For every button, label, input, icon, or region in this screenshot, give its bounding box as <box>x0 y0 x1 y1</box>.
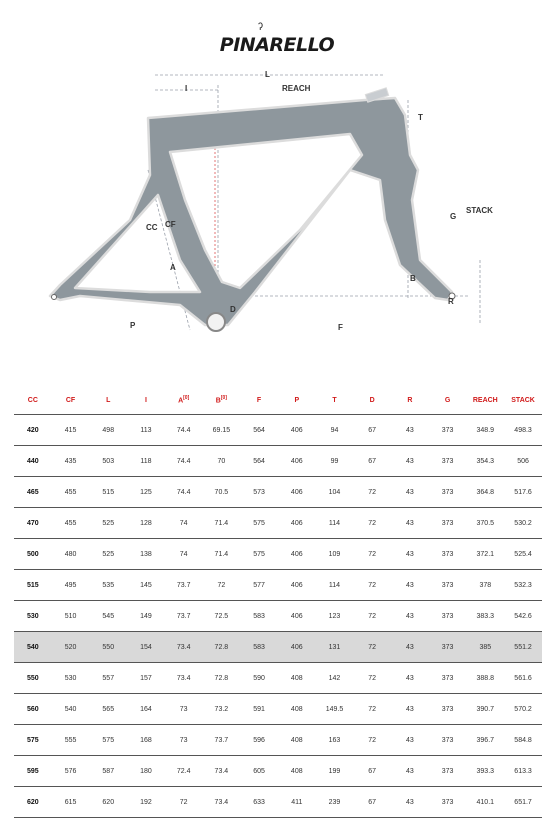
col-header-cf: CF <box>65 396 76 404</box>
table-cell-stack: 561.6 <box>504 663 542 694</box>
table-cell-f: 583 <box>240 601 278 632</box>
label-a: A <box>170 263 176 272</box>
table-cell-i: 164 <box>127 694 165 725</box>
table-cell-a: 73 <box>165 725 203 756</box>
table-cell-t: 94 <box>316 415 354 446</box>
table-cell-d: 72 <box>353 601 391 632</box>
label-r: R <box>448 297 454 306</box>
col-header-d: D <box>369 396 375 404</box>
table-cell-d: 72 <box>353 570 391 601</box>
table-cell-reach: 378 <box>466 570 504 601</box>
table-cell-cf: 480 <box>52 539 90 570</box>
table-cell-l: 525 <box>89 508 127 539</box>
col-header-stack: STACK <box>511 396 535 404</box>
table-cell-p: 406 <box>278 539 316 570</box>
table-cell-b: 72 <box>203 570 241 601</box>
table-cell-l: 525 <box>89 539 127 570</box>
bottom-bracket <box>207 313 225 331</box>
table-cell-p: 406 <box>278 415 316 446</box>
table-cell-i: 157 <box>127 663 165 694</box>
table-cell-cc: 620 <box>14 787 52 818</box>
table-cell-stack: 613.3 <box>504 756 542 787</box>
table-cell-t: 99 <box>316 446 354 477</box>
table-cell-a: 73.4 <box>165 663 203 694</box>
table-cell-l: 498 <box>89 415 127 446</box>
table-cell-a: 74.4 <box>165 415 203 446</box>
table-cell-l: 503 <box>89 446 127 477</box>
table-cell-a: 72.4 <box>165 756 203 787</box>
label-d: D <box>230 305 236 314</box>
table-cell-i: 118 <box>127 446 165 477</box>
table-cell-d: 72 <box>353 539 391 570</box>
table-cell-r: 43 <box>391 787 429 818</box>
table-cell-d: 72 <box>353 477 391 508</box>
col-header-reach: REACH <box>472 396 498 404</box>
table-cell-reach: 370.5 <box>466 508 504 539</box>
table-cell-p: 406 <box>278 508 316 539</box>
table-cell-g: 373 <box>429 601 467 632</box>
table-cell-f: 573 <box>240 477 278 508</box>
col-header-cc: CC <box>27 396 38 404</box>
rear-dropout <box>52 295 57 300</box>
table-cell-d: 72 <box>353 508 391 539</box>
table-cell-r: 43 <box>391 663 429 694</box>
table-cell-a: 73.7 <box>165 570 203 601</box>
table-cell-cc: 440 <box>14 446 52 477</box>
label-i: I <box>185 84 188 93</box>
table-cell-b: 73.4 <box>203 787 241 818</box>
frame-geometry-diagram <box>0 60 554 350</box>
table-cell-i: 154 <box>127 632 165 663</box>
table-cell-a: 73 <box>165 694 203 725</box>
table-cell-t: 142 <box>316 663 354 694</box>
table-cell-r: 43 <box>391 446 429 477</box>
table-cell-r: 43 <box>391 570 429 601</box>
table-cell-p: 408 <box>278 694 316 725</box>
table-cell-cc: 530 <box>14 601 52 632</box>
table-cell-r: 43 <box>391 477 429 508</box>
col-header-g: G <box>444 396 451 404</box>
col-header-a-label: A <box>178 397 184 405</box>
table-cell-r: 43 <box>391 632 429 663</box>
table-cell-i: 180 <box>127 756 165 787</box>
table-cell-g: 373 <box>429 508 467 539</box>
table-cell-d: 67 <box>353 787 391 818</box>
table-cell-stack: 542.6 <box>504 601 542 632</box>
table-cell-stack: 570.2 <box>504 694 542 725</box>
table-row <box>14 694 542 725</box>
table-cell-t: 163 <box>316 725 354 756</box>
table-cell-reach: 390.7 <box>466 694 504 725</box>
table-cell-b: 72.5 <box>203 601 241 632</box>
table-cell-reach: 385 <box>466 632 504 663</box>
table-cell-d: 72 <box>353 694 391 725</box>
table-cell-cc: 550 <box>14 663 52 694</box>
table-cell-f: 591 <box>240 694 278 725</box>
table-cell-stack: 498.3 <box>504 415 542 446</box>
table-cell-r: 43 <box>391 725 429 756</box>
table-cell-f: 633 <box>240 787 278 818</box>
table-cell-f: 564 <box>240 446 278 477</box>
table-cell-d: 72 <box>353 632 391 663</box>
col-header-l: L <box>106 396 111 404</box>
table-cell-g: 373 <box>429 787 467 818</box>
table-cell-r: 43 <box>391 694 429 725</box>
table-cell-f: 564 <box>240 415 278 446</box>
table-cell-i: 145 <box>127 570 165 601</box>
col-header-i: I <box>144 396 147 404</box>
table-cell-b: 73.2 <box>203 694 241 725</box>
table-cell-b: 70.5 <box>203 477 241 508</box>
label-b: B <box>410 274 416 283</box>
table-cell-r: 43 <box>391 756 429 787</box>
table-cell-a: 72 <box>165 787 203 818</box>
table-cell-cc: 470 <box>14 508 52 539</box>
table-cell-g: 373 <box>429 663 467 694</box>
table-cell-cf: 510 <box>52 601 90 632</box>
table-cell-l: 575 <box>89 725 127 756</box>
table-cell-cc: 575 <box>14 725 52 756</box>
table-cell-d: 72 <box>353 725 391 756</box>
table-cell-b: 70 <box>203 446 241 477</box>
table-cell-stack: 506 <box>504 446 542 477</box>
table-cell-reach: 354.3 <box>466 446 504 477</box>
table-cell-reach: 388.8 <box>466 663 504 694</box>
table-row <box>14 632 542 663</box>
table-cell-g: 373 <box>429 632 467 663</box>
table-cell-cc: 500 <box>14 539 52 570</box>
table-cell-r: 43 <box>391 508 429 539</box>
table-cell-l: 565 <box>89 694 127 725</box>
table-cell-b: 69.15 <box>203 415 241 446</box>
label-cc: CC <box>146 223 158 232</box>
table-cell-b: 73.7 <box>203 725 241 756</box>
table-cell-cf: 415 <box>52 415 90 446</box>
table-cell-a: 74.4 <box>165 477 203 508</box>
col-header-p: P <box>294 396 300 404</box>
table-cell-l: 587 <box>89 756 127 787</box>
table-cell-p: 408 <box>278 756 316 787</box>
label-f: F <box>338 323 343 332</box>
table-cell-cf: 540 <box>52 694 90 725</box>
table-cell-f: 605 <box>240 756 278 787</box>
table-cell-stack: 551.2 <box>504 632 542 663</box>
table-cell-t: 149.5 <box>316 694 354 725</box>
label-l: L <box>265 70 270 79</box>
table-cell-a: 74.4 <box>165 446 203 477</box>
col-header-f: F <box>256 396 262 404</box>
table-cell-a: 74 <box>165 539 203 570</box>
col-header-t: T <box>332 396 337 404</box>
table-cell-cf: 576 <box>52 756 90 787</box>
table-cell-p: 406 <box>278 570 316 601</box>
table-cell-cf: 530 <box>52 663 90 694</box>
table-cell-reach: 410.1 <box>466 787 504 818</box>
table-cell-p: 411 <box>278 787 316 818</box>
label-stack: STACK <box>466 206 493 215</box>
brand-logo: PINARELLO <box>219 34 335 56</box>
table-row <box>14 663 542 694</box>
table-cell-f: 583 <box>240 632 278 663</box>
table-cell-t: 239 <box>316 787 354 818</box>
table-cell-p: 406 <box>278 446 316 477</box>
table-cell-stack: 517.6 <box>504 477 542 508</box>
col-header-b <box>203 386 241 415</box>
bike-frame <box>50 98 452 325</box>
table-cell-t: 109 <box>316 539 354 570</box>
table-cell-cc: 540 <box>14 632 52 663</box>
table-cell-t: 199 <box>316 756 354 787</box>
table-cell-f: 590 <box>240 663 278 694</box>
table-cell-cf: 555 <box>52 725 90 756</box>
table-cell-g: 373 <box>429 756 467 787</box>
table-cell-l: 515 <box>89 477 127 508</box>
table-cell-stack: 651.7 <box>504 787 542 818</box>
table-cell-b: 72.8 <box>203 632 241 663</box>
table-cell-cf: 455 <box>52 508 90 539</box>
label-reach: REACH <box>282 84 311 93</box>
col-header-a-unit: [0] <box>183 395 190 402</box>
table-cell-reach: 364.8 <box>466 477 504 508</box>
col-header-b-unit: [0] <box>220 395 227 402</box>
table-cell-t: 114 <box>316 508 354 539</box>
table-cell-i: 168 <box>127 725 165 756</box>
label-t: T <box>418 113 423 122</box>
table-cell-a: 73.4 <box>165 632 203 663</box>
label-cf: CF <box>165 220 176 229</box>
table-cell-cf: 520 <box>52 632 90 663</box>
table-cell-g: 373 <box>429 415 467 446</box>
table-cell-i: 149 <box>127 601 165 632</box>
table-cell-p: 406 <box>278 477 316 508</box>
table-cell-cf: 615 <box>52 787 90 818</box>
table-cell-a: 73.7 <box>165 601 203 632</box>
table-cell-stack: 584.8 <box>504 725 542 756</box>
table-cell-l: 620 <box>89 787 127 818</box>
table-cell-l: 557 <box>89 663 127 694</box>
table-cell-d: 67 <box>353 415 391 446</box>
table-cell-p: 408 <box>278 663 316 694</box>
table-cell-r: 43 <box>391 415 429 446</box>
table-cell-p: 408 <box>278 725 316 756</box>
table-cell-i: 138 <box>127 539 165 570</box>
table-cell-a: 74 <box>165 508 203 539</box>
label-p: P <box>130 321 136 330</box>
label-g: G <box>450 212 457 221</box>
table-cell-l: 545 <box>89 601 127 632</box>
table-cell-stack: 532.3 <box>504 570 542 601</box>
col-header-a <box>165 386 203 415</box>
table-cell-stack: 525.4 <box>504 539 542 570</box>
table-cell-reach: 372.1 <box>466 539 504 570</box>
table-cell-d: 67 <box>353 446 391 477</box>
table-cell-cc: 560 <box>14 694 52 725</box>
table-cell-i: 128 <box>127 508 165 539</box>
table-cell-stack: 530.2 <box>504 508 542 539</box>
table-cell-r: 43 <box>391 601 429 632</box>
table-cell-g: 373 <box>429 539 467 570</box>
table-body <box>14 415 542 818</box>
table-cell-g: 373 <box>429 694 467 725</box>
table-cell-p: 406 <box>278 632 316 663</box>
table-row <box>14 601 542 632</box>
table-cell-b: 71.4 <box>203 508 241 539</box>
table-cell-cf: 495 <box>52 570 90 601</box>
table-cell-f: 575 <box>240 539 278 570</box>
table-cell-f: 596 <box>240 725 278 756</box>
table-cell-reach: 393.3 <box>466 756 504 787</box>
table-cell-l: 535 <box>89 570 127 601</box>
table-cell-b: 73.4 <box>203 756 241 787</box>
col-header-b-label: B <box>215 397 221 405</box>
table-cell-t: 123 <box>316 601 354 632</box>
table-cell-reach: 348.9 <box>466 415 504 446</box>
table-cell-b: 71.4 <box>203 539 241 570</box>
table-cell-i: 192 <box>127 787 165 818</box>
table-cell-t: 114 <box>316 570 354 601</box>
table-cell-f: 577 <box>240 570 278 601</box>
table-cell-g: 373 <box>429 446 467 477</box>
table-row <box>14 477 542 508</box>
table-cell-t: 131 <box>316 632 354 663</box>
table-cell-t: 104 <box>316 477 354 508</box>
col-header-r: R <box>407 396 413 404</box>
table-row <box>14 756 542 787</box>
table-cell-l: 550 <box>89 632 127 663</box>
table-cell-g: 373 <box>429 570 467 601</box>
logo-mark-icon: ʔ <box>258 22 263 33</box>
geometry-table <box>14 386 542 818</box>
table-cell-reach: 396.7 <box>466 725 504 756</box>
table-row <box>14 415 542 446</box>
table-cell-cc: 515 <box>14 570 52 601</box>
table-cell-g: 373 <box>429 477 467 508</box>
table-cell-i: 125 <box>127 477 165 508</box>
table-cell-d: 72 <box>353 663 391 694</box>
table-row <box>14 570 542 601</box>
table-cell-cf: 435 <box>52 446 90 477</box>
table-cell-reach: 383.3 <box>466 601 504 632</box>
table-header-row <box>14 386 542 415</box>
table-cell-f: 575 <box>240 508 278 539</box>
table-cell-g: 373 <box>429 725 467 756</box>
table-cell-cc: 465 <box>14 477 52 508</box>
table-cell-i: 113 <box>127 415 165 446</box>
table-cell-cc: 595 <box>14 756 52 787</box>
table-row <box>14 725 542 756</box>
table-cell-cf: 455 <box>52 477 90 508</box>
table-row <box>14 787 542 818</box>
table-row <box>14 508 542 539</box>
table-cell-b: 72.8 <box>203 663 241 694</box>
table-cell-p: 406 <box>278 601 316 632</box>
table-cell-cc: 420 <box>14 415 52 446</box>
table-row <box>14 446 542 477</box>
table-cell-d: 67 <box>353 756 391 787</box>
table-cell-r: 43 <box>391 539 429 570</box>
table-row <box>14 539 542 570</box>
